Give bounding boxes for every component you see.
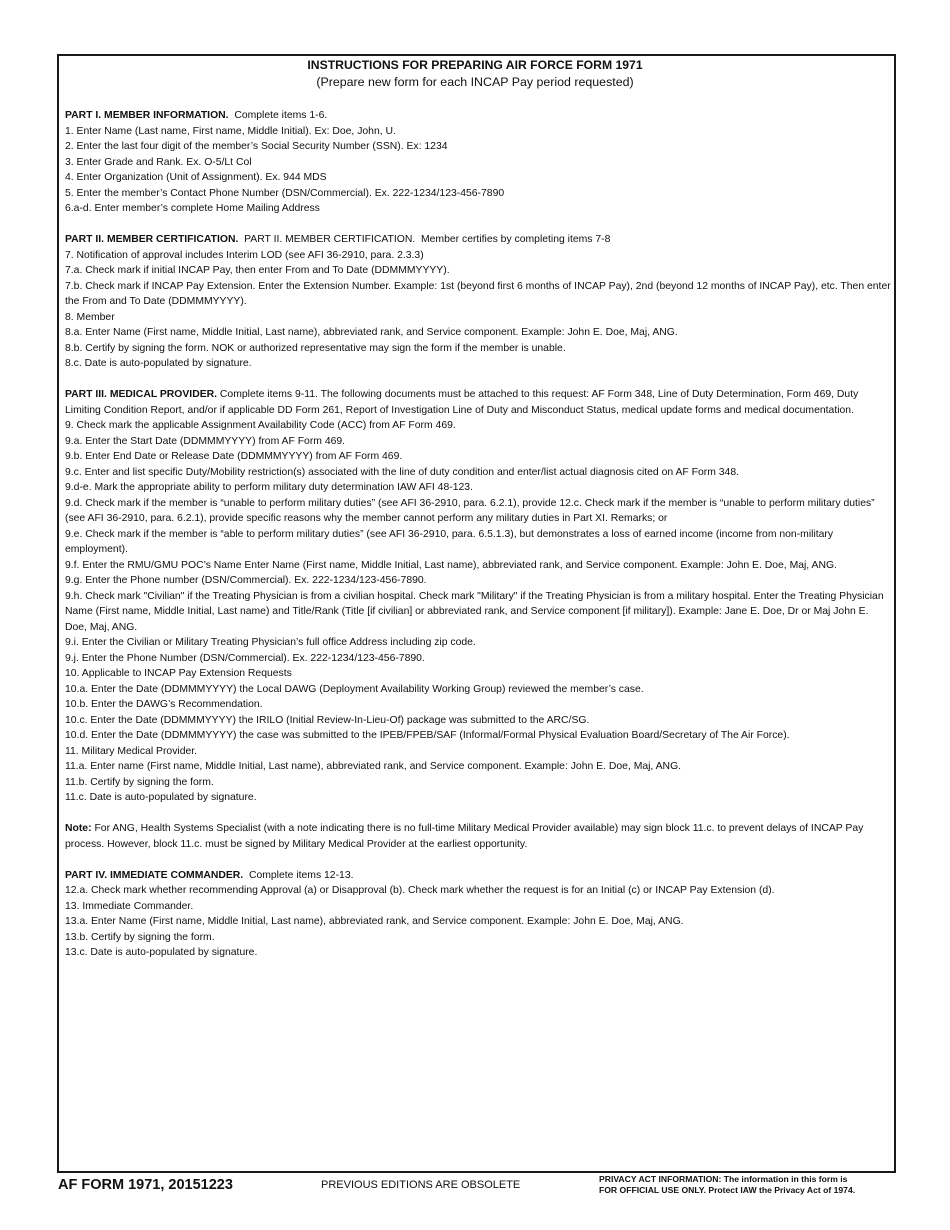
- part-3-item-9i: 9.i. Enter the Civilian or Military Treating Physician’s full office Address including zip code.: [65, 637, 476, 648]
- part-3-item-9c: 9.c. Enter and list specific Duty/Mobility restriction(s) associated with the line of duty condition and enter/list actual diagnosis cited on AF Form 348.: [65, 466, 739, 478]
- part-3-item-9j: 9.j. Enter the Phone Number (DSN/Commercial). Ex. 222-1234/123-456-7890.: [65, 652, 425, 664]
- privacy-line-2: FOR OFFICIAL USE ONLY. Protect IAW the Privacy Act of 1974.: [599, 1184, 856, 1195]
- part-3-item-10a: 10.a. Enter the Date (DDMMMYYYY) the Local DAWG (Deployment Availability Working Group) reviewed the member’s case.: [65, 683, 644, 695]
- part-3-section: [65, 387, 893, 806]
- part-3-item-9g: 9.g. Enter the Phone number (DSN/Commercial). Ex. 222-1234/123-456-7890.: [65, 575, 427, 586]
- part-2-heading-text: PART II. MEMBER CERTIFICATION. Member certifies by completing items 7-8: [238, 234, 611, 245]
- part-3-item-10c: 10.c. Enter the Date (DDMMMYYYY) the IRILO (Initial Review-In-Lieu-Of) package was submitted to the ARC/SG.: [65, 714, 590, 726]
- page-subtitle: (Prepare new form for each INCAP Pay period requested): [316, 75, 634, 89]
- part-1-item-6: 6.a-d. Enter member’s complete Home Mailing Address: [65, 203, 320, 214]
- form-number: AF FORM 1971, 20151223: [58, 1177, 233, 1193]
- part-4-item-13b: 13.b. Certify by signing the form.: [65, 931, 215, 943]
- part-1-item-3: 3. Enter Grade and Rank. Ex. O-5/Lt Col: [65, 156, 252, 168]
- part-4-section: [65, 868, 893, 961]
- part-1-heading: [65, 108, 893, 124]
- part-3-item-11b: 11.b. Certify by signing the form.: [65, 776, 214, 788]
- part-2-heading: [65, 232, 893, 248]
- note-text: For ANG, Health Systems Specialist (with a note indicating there is no full-time Military Medical Provider available) may sign block 11.c. to prevent delays of INCAP Pay process. However, block 11.c. must be signed by Military Medical Provider at the earliest opportunity.: [65, 823, 864, 850]
- part-1-item-5: 5. Enter the member’s Contact Phone Number (DSN/Commercial). Ex. 222-1234/123-456-7890: [65, 187, 505, 199]
- part-1-item-4: 4. Enter Organization (Unit of Assignment). Ex. 944 MDS: [65, 172, 327, 183]
- part-3-item-9a: 9.a. Enter the Start Date (DDMMMYYYY) from AF Form 469.: [65, 435, 346, 447]
- part-4-item-12a: 12.a. Check mark whether recommending Approval (a) or Disapproval (b). Check mark whether the request is for an Initial (c) or INCAP Pay Extension (d).: [65, 885, 775, 896]
- note-label: Note:: [65, 823, 92, 834]
- part-2-item-8: 8. Member: [65, 311, 115, 323]
- part-4-item-13c: 13.c. Date is auto-populated by signature.: [65, 947, 258, 958]
- part-3-heading-label: PART III. MEDICAL PROVIDER.: [65, 389, 218, 400]
- part-3-item-9d-e: 9.d-e. Mark the appropriate ability to perform military duty determination IAW AFI 48-123.: [65, 482, 473, 493]
- part-1-heading-label: PART I. MEMBER INFORMATION.: [65, 110, 229, 121]
- part-1-item-1: 1. Enter Name (Last name, First name, Middle Initial). Ex: Doe, John, U.: [65, 125, 396, 137]
- part-4-item-13: 13. Immediate Commander.: [65, 900, 194, 912]
- privacy-line-1: PRIVACY ACT INFORMATION: The information in this form is: [599, 1174, 848, 1184]
- part-3-item-9b: 9.b. Enter End Date or Release Date (DDMMMYYYY) from AF Form 469.: [65, 451, 403, 462]
- page-title: INSTRUCTIONS FOR PREPARING AIR FORCE FORM 1971: [307, 58, 643, 72]
- part-3-item-11c: 11.c. Date is auto-populated by signature.: [65, 792, 257, 803]
- part-3-heading-text: Complete items 9-11. The following documents must be attached to this request: AF Form 348, Line of Duty Determination, Form 469, Duty Limiting Condition Report, and/or if applicable DD Form 261, Report of Investigation Line of Duty and Misconduct Status, medical update forms and medical documentation.: [65, 389, 859, 416]
- part-2-item-7: 7. Notification of approval includes Interim LOD (see AFI 36-2910, para. 2.3.3): [65, 249, 424, 261]
- part-2-heading-label: PART II. MEMBER CERTIFICATION.: [65, 234, 239, 245]
- part-3-item-9d: 9.d. Check mark if the member is “unable to perform military duties” (see AFI 36-2910, para. 6.2.1), provide 12.c. Check mark if the member is “unable to perform military duties” (see AFI 36-2910, para. 6.2.1), provide specific reasons why the member cannot perform any military duties in Part XI. Remarks; or: [65, 497, 875, 524]
- note-section: [65, 821, 893, 852]
- privacy-act-notice: [599, 1174, 855, 1195]
- part-3-item-11a: 11.a. Enter name (First name, Middle Initial, Last name), abbreviated rank, and Service component. Example: John E. Doe, Maj, ANG.: [65, 761, 682, 772]
- part-3-item-10: 10. Applicable to INCAP Pay Extension Requests: [65, 668, 292, 679]
- part-4-item-13a: 13.a. Enter Name (First name, Middle Initial, Last name), abbreviated rank, and Service component. Example: John E. Doe, Maj, ANG.: [65, 916, 684, 927]
- part-2-item-7b: 7.b. Check mark if INCAP Pay Extension. Enter the Extension Number. Example: 1st (beyond first 6 months of INCAP Pay), 2nd (beyond 12 months of INCAP Pay), etc. Then enter the From and To Date (DDMMMYYYY).: [65, 280, 891, 307]
- part-3-item-10d: 10.d. Enter the Date (DDMMMYYYY) the case was submitted to the IPEB/FPEB/SAF (Informal/Formal Physical Evaluation Board/Secretary of The Air Force).: [65, 730, 790, 741]
- part-2-item-8c: 8.c. Date is auto-populated by signature.: [65, 358, 252, 369]
- part-3-item-9e: 9.e. Check mark if the member is “able to perform military duties” (see AFI 36-2910, para. 6.5.1.3), but demonstrates a loss of earned income (income from non-military employment).: [65, 528, 834, 555]
- part-1-section: [65, 108, 893, 217]
- part-3-item-9: 9. Check mark the applicable Assignment Availability Code (ACC) from AF Form 469.: [65, 420, 456, 431]
- part-3-item-10b: 10.b. Enter the DAWG’s Recommendation.: [65, 699, 263, 710]
- part-2-item-7a: 7.a. Check mark if initial INCAP Pay, then enter From and To Date (DDMMMYYYY).: [65, 265, 450, 276]
- part-3-item-9h: 9.h. Check mark "Civilian" if the Treating Physician is from a civilian hospital. Check mark "Military" if the Treating Physician is from a military hospital. Enter the Treating Physician Name (First name, Middle Initial, Last name) and Title/Rank (Title [if civilian] or abbreviated rank, and Service component [if military]). Example: Jane E. Doe, Dr or Maj John E. Doe, Maj, ANG.: [65, 590, 884, 633]
- part-2-item-8b: 8.b. Certify by signing the form. NOK or authorized representative may sign the form if the member is unable.: [65, 342, 566, 354]
- part-2-section: [65, 232, 893, 372]
- part-4-heading: [65, 868, 893, 884]
- part-3-item-11: 11. Military Medical Provider.: [65, 745, 198, 757]
- part-3-heading: [65, 387, 893, 418]
- part-1-item-2: 2. Enter the last four digit of the member’s Social Security Number (SSN). Ex: 1234: [65, 141, 448, 152]
- instructions-body: [65, 108, 893, 976]
- part-3-item-9f: 9.f. Enter the RMU/GMU POC’s Name Enter Name (First name, Middle Initial, Last name), abbreviated rank, and Service component. Example: John E. Doe, Maj, ANG.: [65, 559, 837, 571]
- part-4-heading-label: PART IV. IMMEDIATE COMMANDER.: [65, 869, 244, 881]
- note-paragraph: [65, 821, 893, 852]
- part-1-heading-text: Complete items 1-6.: [228, 110, 328, 121]
- part-2-item-8a: 8.a. Enter Name (First name, Middle Initial, Last name), abbreviated rank, and Service component. Example: John E. Doe, Maj, ANG.: [65, 327, 678, 338]
- part-4-heading-text: Complete items 12-13.: [243, 869, 354, 881]
- previous-editions-notice: PREVIOUS EDITIONS ARE OBSOLETE: [321, 1179, 521, 1191]
